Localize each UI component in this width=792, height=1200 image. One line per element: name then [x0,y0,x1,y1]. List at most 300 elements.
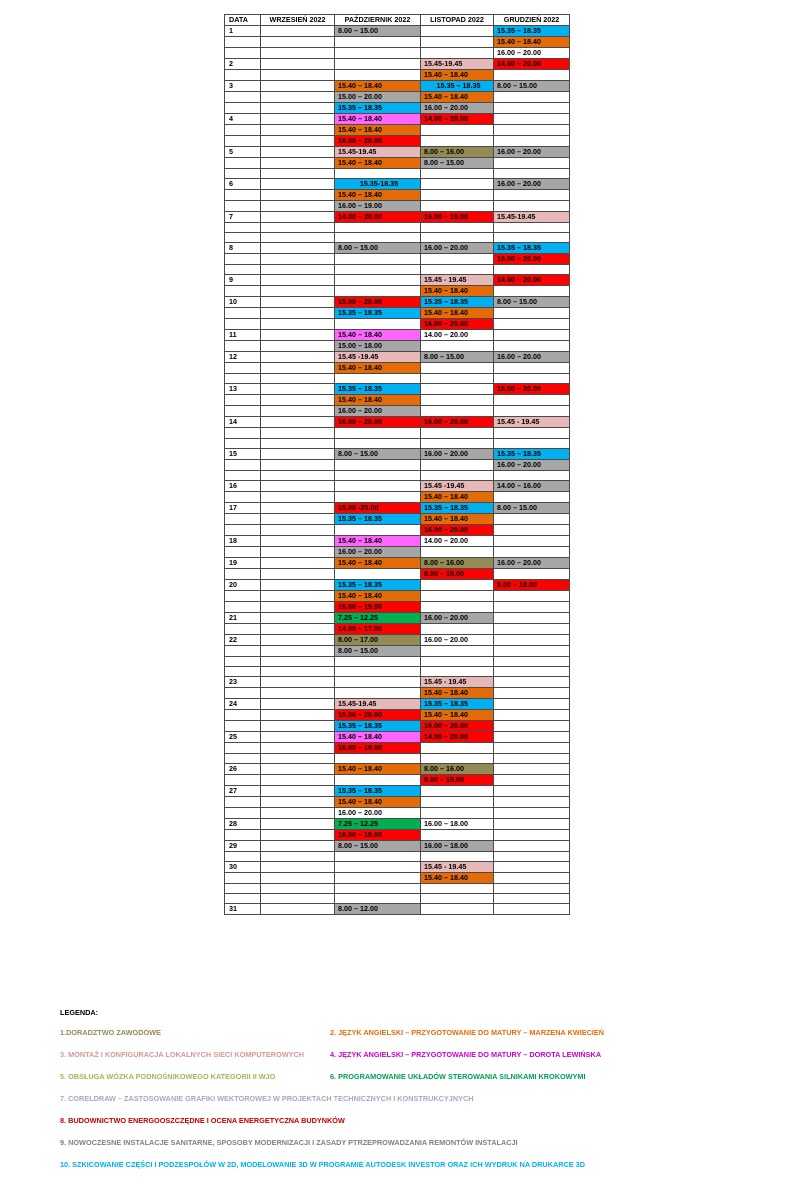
session-cell-december [494,884,570,894]
session-cell-october: 15.35 – 18.35 [335,308,421,319]
session-cell-november: 15.45-19.45 [421,59,494,70]
session-cell-september [261,147,335,158]
session-cell-november [421,797,494,808]
session-cell-november: 15.45 - 19.45 [421,676,494,687]
day-cell [225,319,261,330]
session-cell-september [261,179,335,190]
session-cell-december: 15.35 – 18.35 [494,26,570,37]
session-cell-september [261,687,335,698]
day-cell [225,470,261,480]
session-cell-september [261,374,335,384]
schedule-row [225,363,570,374]
schedule-row [225,428,570,438]
session-cell-november [421,546,494,557]
day-cell [225,233,261,243]
schedule-row [225,786,570,797]
session-cell-november: 15.35 – 18.35 [421,698,494,709]
day-cell: 23 [225,676,261,687]
session-cell-september [261,862,335,873]
session-cell-october [335,59,421,70]
session-cell-november: 16.00 – 20.00 [421,524,494,535]
schedule-row [225,352,570,363]
schedule-row [225,212,570,223]
session-cell-september [261,786,335,797]
schedule-row [225,169,570,179]
session-cell-october: 15.40 – 18.40 [335,81,421,92]
schedule-row [225,254,570,265]
session-cell-december [494,92,570,103]
session-cell-september [261,448,335,459]
session-cell-september [261,223,335,233]
session-cell-october: 15.40 – 18.40 [335,395,421,406]
schedule-row [225,666,570,676]
session-cell-september [261,265,335,275]
session-cell-december [494,125,570,136]
day-cell [225,308,261,319]
session-cell-september [261,546,335,557]
day-cell: 11 [225,330,261,341]
session-cell-october: 15.40 – 18.40 [335,114,421,125]
session-cell-december [494,873,570,884]
session-cell-october: 8.00 – 15.00 [335,841,421,852]
schedule-row [225,395,570,406]
session-cell-december: 16.00 – 20.00 [494,147,570,158]
session-cell-december [494,841,570,852]
session-cell-september [261,136,335,147]
session-cell-november [421,179,494,190]
schedule-row [225,243,570,254]
session-cell-october [335,265,421,275]
schedule-row [225,470,570,480]
day-cell: 17 [225,502,261,513]
session-cell-october [335,852,421,862]
schedule-row [225,862,570,873]
session-cell-september [261,308,335,319]
schedule-row [225,894,570,904]
session-cell-november: 15.40 – 18.40 [421,70,494,81]
session-cell-november [421,406,494,417]
day-cell: 31 [225,904,261,915]
schedule-row [225,656,570,666]
day-cell [225,201,261,212]
session-cell-november: 14.00 – 20.00 [421,731,494,742]
day-cell [225,395,261,406]
day-cell [225,459,261,470]
session-cell-october: 15.35 – 18.35 [335,384,421,395]
day-cell [225,645,261,656]
session-cell-november: 15.45 -19.45 [421,480,494,491]
session-cell-november: 15.40 – 18.40 [421,709,494,720]
day-cell [225,363,261,374]
session-cell-september [261,363,335,374]
session-cell-december: 16.00 – 20.00 [494,48,570,59]
session-cell-december [494,70,570,81]
session-cell-september [261,819,335,830]
session-cell-november [421,470,494,480]
session-cell-november: 15.40 – 18.40 [421,308,494,319]
session-cell-october: 15.40 – 18.40 [335,330,421,341]
session-cell-december: 15.35 – 18.35 [494,243,570,254]
day-cell: 24 [225,698,261,709]
session-cell-october [335,428,421,438]
session-cell-october: 15.00 – 20.00 [335,297,421,308]
day-cell: 10 [225,297,261,308]
session-cell-september [261,384,335,395]
session-cell-october: 15.40 – 18.40 [335,363,421,374]
session-cell-december: 16.00 – 20.00 [494,459,570,470]
session-cell-december: 16.00 – 20.00 [494,557,570,568]
session-cell-november: 8.00 – 15.00 [421,158,494,169]
session-cell-november [421,136,494,147]
day-cell [225,223,261,233]
session-cell-september [261,190,335,201]
session-cell-november [421,169,494,179]
day-cell [225,48,261,59]
session-cell-september [261,623,335,634]
session-cell-october: 15.35 – 18.35 [335,720,421,731]
session-cell-september [261,275,335,286]
session-cell-october: 15.45-19.45 [335,147,421,158]
session-cell-november [421,579,494,590]
session-cell-november: 16.00 – 19.00 [421,212,494,223]
legend-item-8: 8. BUDOWNICTWO ENERGOOSZCZĘDNE I OCENA ENERGETYCZNA BUDYNKÓW [60,1116,345,1125]
session-cell-november [421,190,494,201]
session-cell-november [421,233,494,243]
session-cell-november [421,341,494,352]
session-cell-september [261,254,335,265]
schedule-row [225,687,570,698]
session-cell-december [494,406,570,417]
session-cell-october: 15.45-19.45 [335,698,421,709]
session-cell-november: 16.00 – 20.00 [421,612,494,623]
session-cell-october [335,491,421,502]
day-cell [225,656,261,666]
schedule-row [225,147,570,158]
session-cell-october: 15.00 – 20.00 [335,709,421,720]
session-cell-september [261,212,335,223]
session-cell-september [261,169,335,179]
session-cell-september [261,319,335,330]
session-cell-october [335,656,421,666]
session-cell-september [261,459,335,470]
schedule-row [225,742,570,753]
schedule-row [225,286,570,297]
session-cell-september [261,841,335,852]
session-cell-october: 14.00 – 17.00 [335,623,421,634]
legend-title: LEGENDA: [60,1008,99,1017]
schedule-row [225,308,570,319]
session-cell-october: 16.00 – 20.00 [335,406,421,417]
session-cell-december [494,265,570,275]
legend-item-1: 1.DORADZTWO ZAWODOWE [60,1028,161,1037]
session-cell-december [494,190,570,201]
schedule-row [225,904,570,915]
schedule-row [225,764,570,775]
schedule-row [225,731,570,742]
session-cell-september [261,775,335,786]
day-cell [225,720,261,731]
legend-item-9: 9. NOWOCZESNE INSTALACJE SANITARNE, SPOSOBY MODERNIZACJI I ZASADY PTRZEPROWADZANIA REMONTÓW INSTALACJI [60,1138,518,1147]
session-cell-november [421,395,494,406]
session-cell-october [335,524,421,535]
schedule-row [225,568,570,579]
session-cell-september [261,676,335,687]
session-cell-september [261,731,335,742]
session-cell-december [494,645,570,656]
session-cell-october [335,48,421,59]
session-cell-october: 8.00 – 15.00 [335,448,421,459]
session-cell-september [261,406,335,417]
schedule-row [225,819,570,830]
session-cell-september [261,37,335,48]
session-cell-october: 7.25 – 12.25 [335,819,421,830]
header-october: PAŹDZIERNIK 2022 [335,15,421,26]
session-cell-december [494,201,570,212]
day-cell: 14 [225,417,261,428]
day-cell [225,70,261,81]
day-cell [225,601,261,612]
session-cell-december [494,753,570,763]
session-cell-september [261,92,335,103]
day-cell: 1 [225,26,261,37]
schedule-row [225,297,570,308]
schedule-row [225,341,570,352]
session-cell-november: 8.00 – 15.00 [421,775,494,786]
day-cell: 30 [225,862,261,873]
session-cell-september [261,764,335,775]
session-cell-october [335,319,421,330]
schedule-row [225,775,570,786]
session-cell-september [261,48,335,59]
day-cell: 3 [225,81,261,92]
day-cell [225,491,261,502]
session-cell-december [494,158,570,169]
session-cell-october: 8.00 – 15.00 [335,26,421,37]
session-cell-december [494,438,570,448]
session-cell-september [261,753,335,763]
session-cell-october [335,70,421,81]
session-cell-december [494,830,570,841]
schedule-row [225,601,570,612]
session-cell-october [335,775,421,786]
session-cell-september [261,125,335,136]
session-cell-september [261,808,335,819]
day-cell [225,136,261,147]
header-december: GRUDZIEŃ 2022 [494,15,570,26]
session-cell-november [421,428,494,438]
day-cell [225,808,261,819]
header-row [225,15,570,26]
session-cell-november [421,201,494,212]
session-cell-october [335,568,421,579]
schedule-row [225,709,570,720]
session-cell-november: 16.00 – 20.00 [421,448,494,459]
session-cell-december [494,363,570,374]
session-cell-september [261,330,335,341]
day-cell [225,158,261,169]
session-cell-september [261,201,335,212]
day-cell [225,687,261,698]
session-cell-december: 14.00 – 16.00 [494,480,570,491]
session-cell-september [261,491,335,502]
session-cell-october: 15.40 – 18.40 [335,731,421,742]
session-cell-october [335,884,421,894]
day-cell [225,169,261,179]
session-cell-october [335,753,421,763]
session-cell-november [421,884,494,894]
session-cell-october: 15.35 – 18.35 [335,103,421,114]
session-cell-december [494,341,570,352]
session-cell-december [494,491,570,502]
session-cell-october [335,233,421,243]
session-cell-september [261,103,335,114]
session-cell-december [494,797,570,808]
session-cell-november: 8.00 – 15.00 [421,568,494,579]
day-cell [225,103,261,114]
session-cell-september [261,158,335,169]
session-cell-december [494,862,570,873]
day-cell [225,286,261,297]
schedule-row [225,158,570,169]
session-cell-december [494,852,570,862]
session-cell-october: 8.00 – 15.00 [335,243,421,254]
session-cell-november: 16.00 – 18.00 [421,841,494,852]
session-cell-october: 15.35 – 18.35 [335,786,421,797]
session-cell-december [494,136,570,147]
day-cell [225,125,261,136]
session-cell-september [261,645,335,656]
schedule-body [225,26,570,915]
session-cell-december: 15.40 – 18.40 [494,37,570,48]
day-cell: 21 [225,612,261,623]
session-cell-september [261,535,335,546]
session-cell-october: 15.00 – 18.00 [335,341,421,352]
legend-item-7: 7. CORELDRAW – ZASTOSOWANIE GRAFIKI WEKTOROWEJ W PROJEKTACH TECHNICZNYCH I KONSTRUKCYJNYCH [60,1094,474,1103]
schedule-row [225,645,570,656]
session-cell-november [421,374,494,384]
session-cell-december [494,742,570,753]
schedule-row [225,873,570,884]
session-cell-september [261,480,335,491]
day-cell [225,623,261,634]
session-cell-december [494,656,570,666]
session-cell-september [261,243,335,254]
session-cell-december [494,568,570,579]
session-cell-december [494,775,570,786]
session-cell-november: 8.00 – 16.00 [421,557,494,568]
session-cell-october [335,873,421,884]
session-cell-december: 15.35 – 18.35 [494,448,570,459]
day-cell [225,797,261,808]
schedule-row [225,330,570,341]
schedule-row [225,579,570,590]
session-cell-december [494,612,570,623]
session-cell-november [421,254,494,265]
schedule-row [225,841,570,852]
session-cell-september [261,579,335,590]
session-cell-september [261,797,335,808]
schedule-row [225,48,570,59]
session-cell-november [421,438,494,448]
day-cell: 2 [225,59,261,70]
legend-item-2: 2. JĘZYK ANGIELSKI – PRZYGOTOWANIE DO MATURY – MARZENA KWIECIEŃ [330,1028,605,1037]
session-cell-december [494,470,570,480]
session-cell-december [494,764,570,775]
session-cell-december: 15.45-19.45 [494,212,570,223]
schedule-row [225,676,570,687]
day-cell [225,709,261,720]
session-cell-december [494,395,570,406]
session-cell-september [261,720,335,731]
schedule-row [225,852,570,862]
session-cell-november [421,37,494,48]
session-cell-october: 16.00 – 20.00 [335,546,421,557]
session-cell-october [335,480,421,491]
session-cell-september [261,590,335,601]
session-cell-september [261,612,335,623]
session-cell-november: 16.00 – 20.00 [421,417,494,428]
session-cell-october: 8.00 – 17.00 [335,634,421,645]
session-cell-december [494,374,570,384]
session-cell-october: 15.35 – 18.35 [335,513,421,524]
day-cell [225,428,261,438]
header-september: WRZESIEŃ 2022 [261,15,335,26]
session-cell-december [494,623,570,634]
schedule-row [225,319,570,330]
schedule-row [225,26,570,37]
day-cell: 6 [225,179,261,190]
schedule-row [225,265,570,275]
session-cell-october [335,275,421,286]
session-cell-september [261,417,335,428]
session-cell-december [494,524,570,535]
session-cell-november [421,623,494,634]
session-cell-december [494,286,570,297]
schedule-row [225,384,570,395]
session-cell-november: 15.40 – 18.40 [421,92,494,103]
session-cell-november: 16.00 – 20.00 [421,634,494,645]
schedule-row [225,201,570,212]
session-cell-october: 15.40 – 18.40 [335,557,421,568]
schedule-row [225,491,570,502]
schedule-row [225,179,570,190]
session-cell-september [261,233,335,243]
schedule-row [225,438,570,448]
session-cell-december [494,904,570,915]
day-cell: 4 [225,114,261,125]
session-cell-december [494,894,570,904]
day-cell [225,830,261,841]
session-cell-september [261,830,335,841]
session-cell-november: 8.00 – 16.00 [421,764,494,775]
session-cell-december: 8.00 – 15.00 [494,81,570,92]
session-cell-september [261,894,335,904]
session-cell-november [421,786,494,797]
session-cell-october [335,862,421,873]
session-cell-october: 16.00 – 20.00 [335,136,421,147]
session-cell-november: 14.00 – 20.00 [421,535,494,546]
day-cell [225,852,261,862]
session-cell-november [421,48,494,59]
session-cell-october [335,894,421,904]
schedule-table [224,14,570,915]
session-cell-december [494,546,570,557]
day-cell: 20 [225,579,261,590]
session-cell-september [261,470,335,480]
day-cell [225,666,261,676]
header-november: LISTOPAD 2022 [421,15,494,26]
session-cell-december [494,114,570,125]
